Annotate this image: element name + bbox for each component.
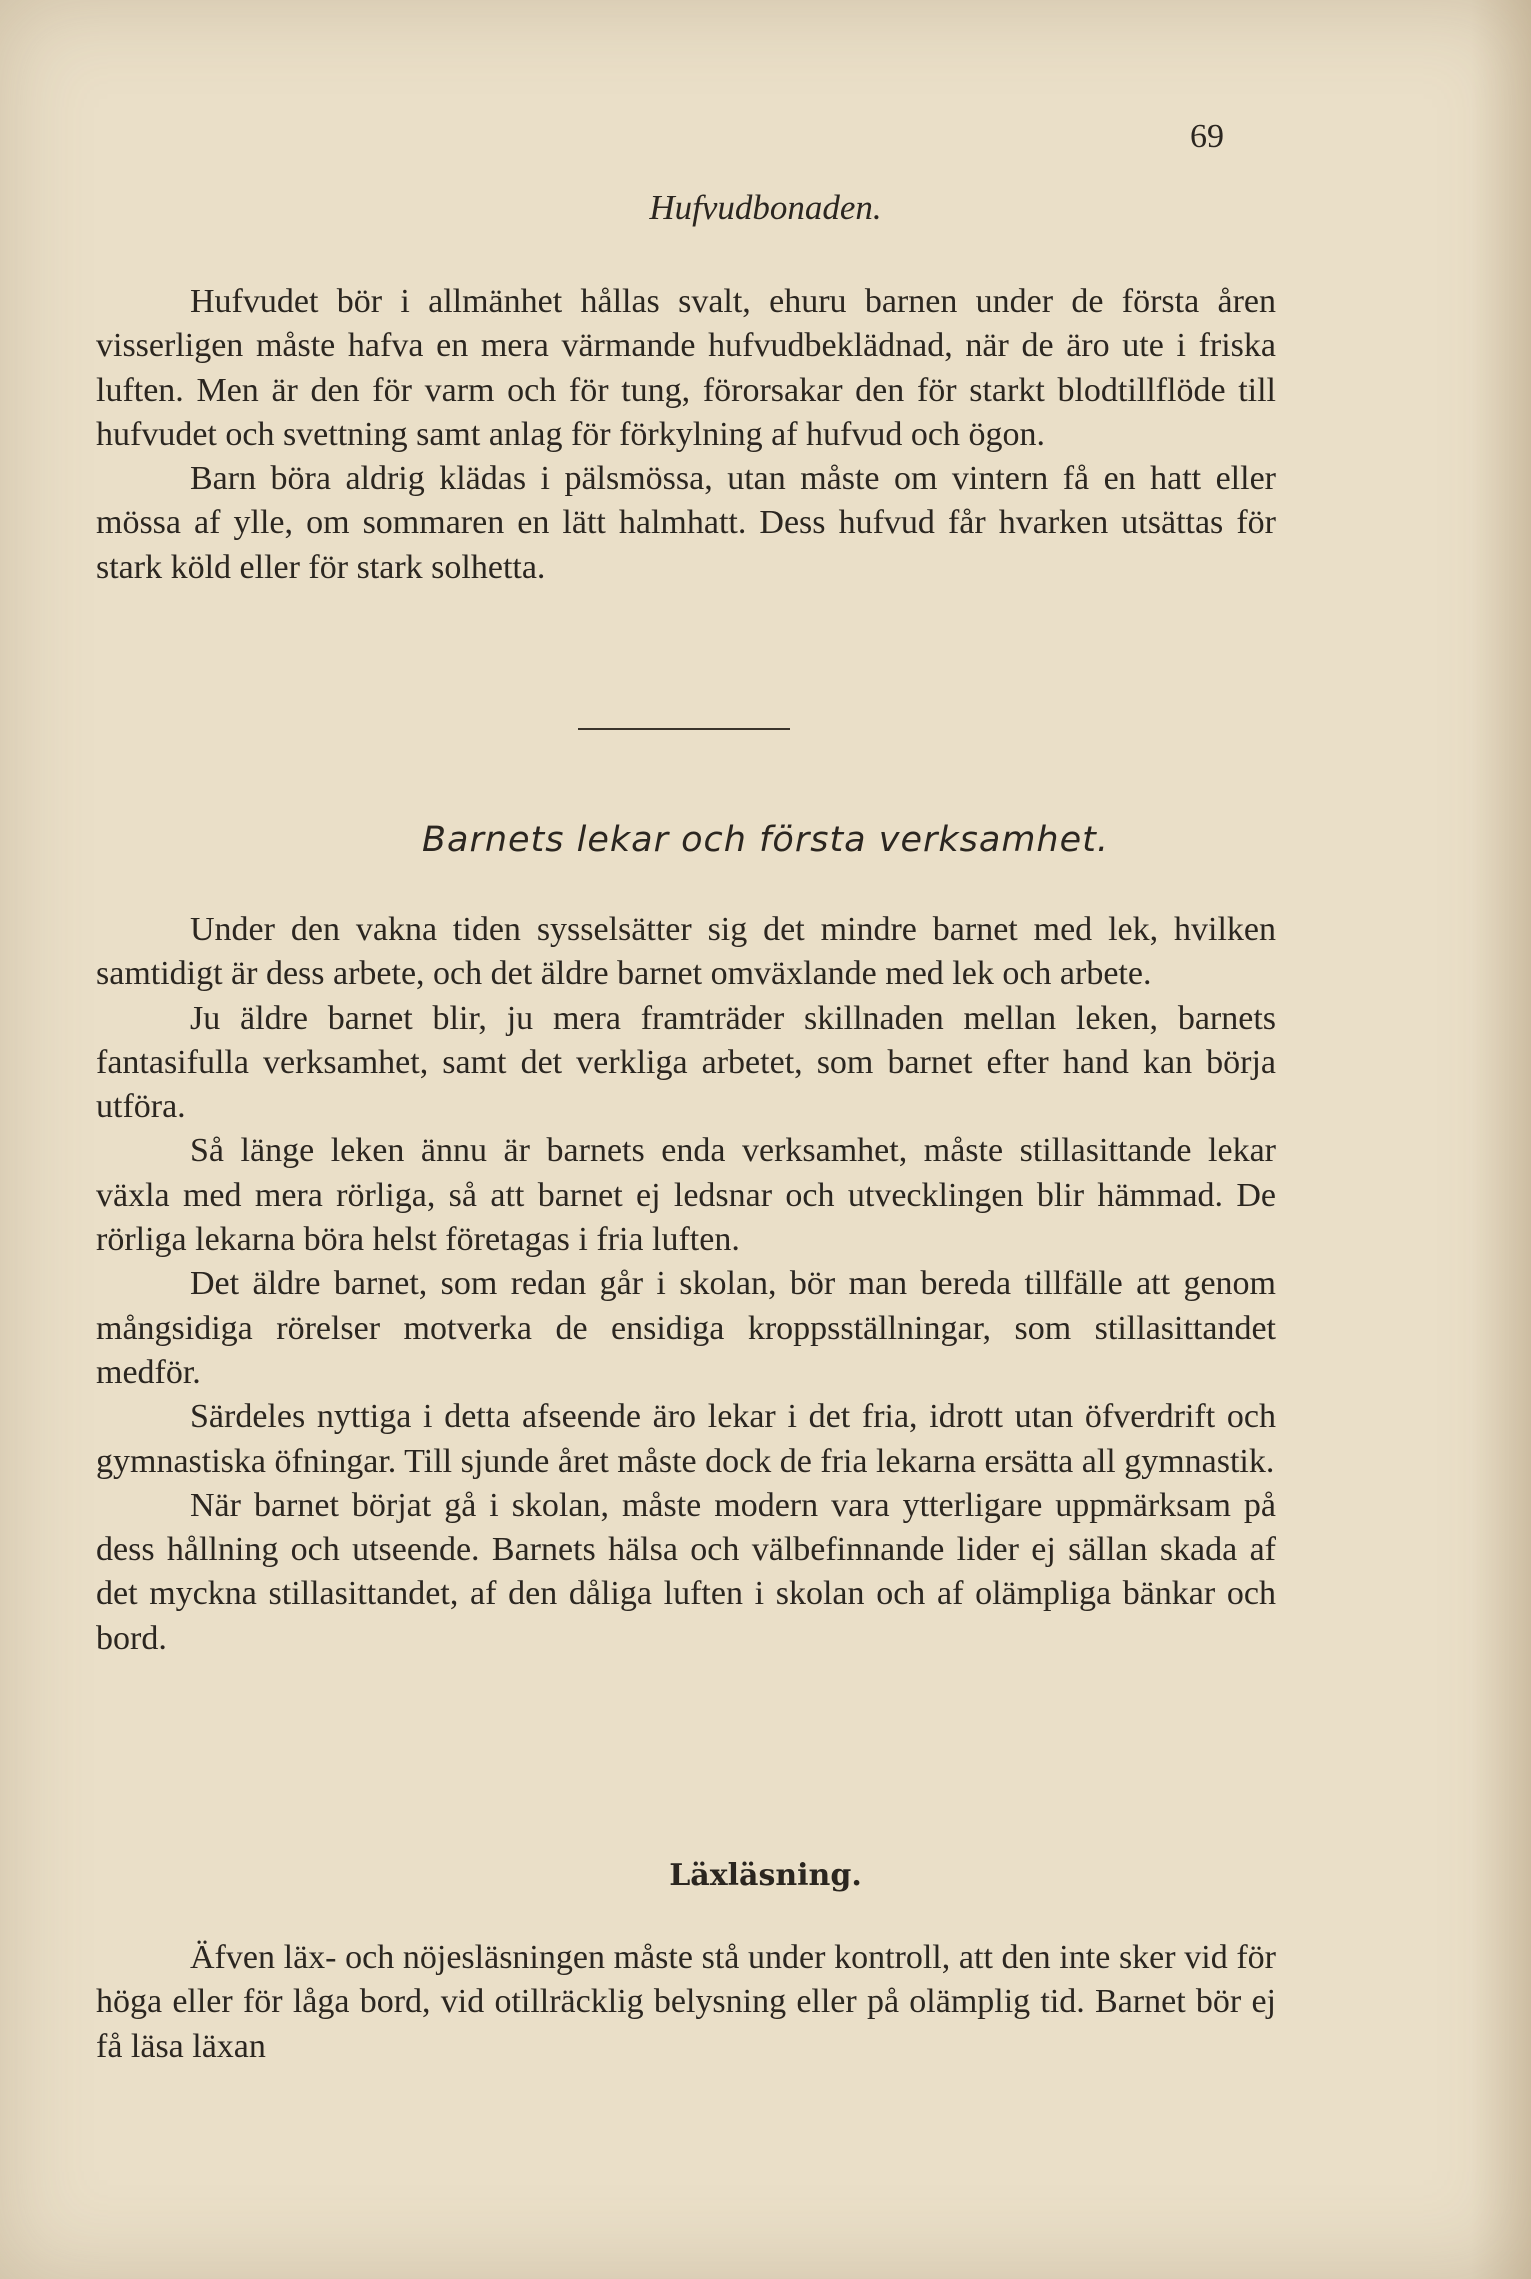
paragraph: Hufvudet bör i allmänhet hållas svalt, ehuru barnen under de första åren visserligen måste hafva en mera värmande hufvudbeklädnad, när de äro ute i friska luften. Men är den för varm och för tung, förorsakar den för starkt blodtillflöde till hufvudet och svettning samt anlag för förkylning af hufvud och ögon. xyxy=(96,283,1276,453)
section-body-barnets-lekar xyxy=(96,908,1276,1661)
page-edge-shading xyxy=(1471,0,1531,2279)
paragraph: Särdeles nyttiga i detta afseende äro lekar i det fria, idrott utan öfverdrift och gymnastiska öfningar. Till sjunde året måste dock de fria lekarna ersätta all gymnastik. xyxy=(96,1398,1276,1480)
section-divider xyxy=(578,728,790,730)
section-title-hufvudbonaden: Hufvudbonaden. xyxy=(649,188,882,227)
section-title-laxlasning: Läxläsning. xyxy=(669,1858,862,1893)
section-title-barnets-lekar: Barnets lekar och första verksamhet. xyxy=(421,820,1109,860)
paragraph: Så länge leken ännu är barnets enda verksamhet, måste stillasittande lekar växla med mera rörliga, så att barnet ej ledsnar och utvecklingen blir hämmad. De rörliga lekarna böra helst företagas i fria luften. xyxy=(96,1132,1276,1259)
paragraph: Barn böra aldrig klädas i pälsmössa, utan måste om vintern få en hatt eller mössa af ylle, om sommaren en lätt halmhatt. Dess hufvud får hvarken utsättas för stark köld eller för stark solhetta. xyxy=(96,460,1276,586)
page-number: 69 xyxy=(1190,118,1224,155)
paragraph: Under den vakna tiden sysselsätter sig det mindre barnet med lek, hvilken samtidigt är dess arbete, och det äldre barnet omväxlande med lek och arbete. xyxy=(96,911,1276,993)
paragraph: Det äldre barnet, som redan går i skolan, bör man bereda tillfälle att genom mångsidiga rörelser motverka de ensidiga kroppsställningar, som stillasittandet medför. xyxy=(96,1265,1276,1391)
section-body-laxlasning xyxy=(96,1936,1276,2069)
paragraph: Äfven läx- och nöjesläsningen måste stå under kontroll, att den inte sker vid för höga eller för låga bord, vid otillräcklig belysning eller på olämplig tid. Barnet bör ej få läsa läxan xyxy=(96,1939,1276,2065)
paragraph: Ju äldre barnet blir, ju mera framträder skillnaden mellan leken, barnets fantasifulla verksamhet, samt det verkliga arbetet, som barnet efter hand kan börja utföra. xyxy=(96,999,1276,1126)
section-body-hufvudbonaden xyxy=(96,280,1276,590)
paragraph: När barnet börjat gå i skolan, måste modern vara ytterligare uppmärksam på dess hållning och utseende. Barnets hälsa och välbefinnande lider ej sällan skada af det myckna stillasittandet, af den dåliga luften i skolan och af olämpliga bänkar och bord. xyxy=(96,1486,1276,1657)
